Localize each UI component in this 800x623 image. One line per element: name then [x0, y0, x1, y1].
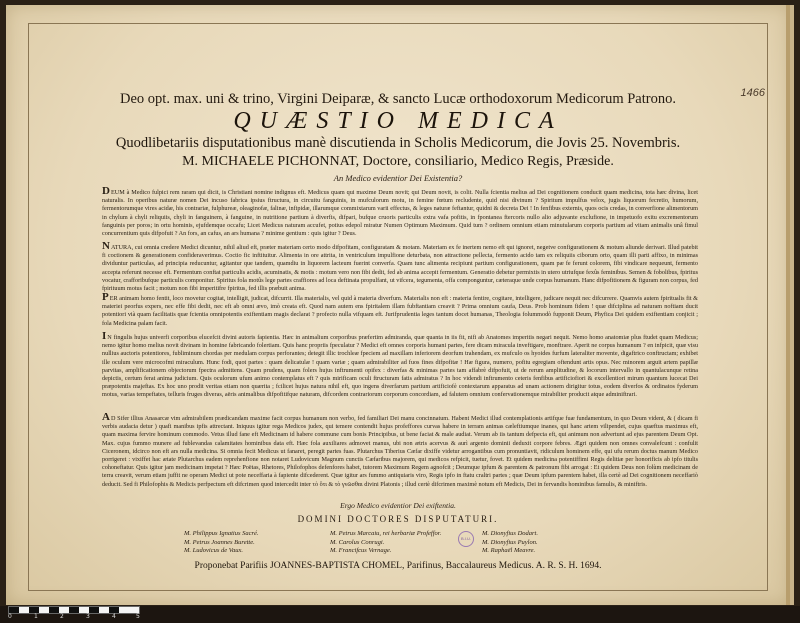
drop-cap: P [102, 291, 109, 303]
scale-label: 3 [86, 613, 90, 620]
subtitle: Quodlibetariis disputationibus manè discutienda in Scholis Medicorum, die Jovis 25. Novembris. [115, 135, 681, 151]
shelfmark: 1466 [740, 87, 765, 99]
doctor-name: M. Carolus Conrugi. [330, 538, 385, 546]
scale-segment [89, 607, 99, 613]
doctor-name: M. Raphaël Meavre. [482, 547, 536, 554]
paragraph-text: D Sifer illius Anasarcæ vim admirabilem prædicandam maxime facit corpus humanum non verbo, fed familiari Dei manu concinnatum. Habent Medici illud contemplationis artifque fuæ fundamentum, in quo Deum vident, & ( dicam fi verbis audacia detur ) quafi manibus ipfis attrectant. Iniquus igitur rega Medicos judex, qui temere contendit hujus profeffores curvas habere in terram animas cæleftiumque inanes, qui hanc artem vilipendet, cujus quæftus maximus eft, quam maxima fervire hominum commodo. Vetus illud fane eft Medicinam id habere commune cum bonis Principibus, ut bene faciat & male audiat. Verum ab iis tantum defpecta eft, qui animum non advertunt ad ejus parentem Deum Opt. Max. cujus fummo munere ad fublevandas calamitates hominibus data eft. Hæc fola auxiliares admovet manus, ubi non ætris acervus & aurì argento dominii deduxit corpore febres. Ægri quidem non omnes convalefcunt : confulit Ciceronem, idcirco non eft ars nulla medicina. Si omnia fecit Medicus ut fanaret, peregit partes fuas. Plutarchus Tiberius Cæfar dixiffe videtur arrogantibus cum pronuntiavit, ridiculum hominem effe, qui ufu rerum doctus manum Medico porrigeret : vixiffet hac ætate Plutarchus eadem reprehenfione non notaret Ludovicum Magnum cunctis Cæfaribus majorem, qui medicos refpicit, tuetur, fovet. Et quidem medicina potentiffimi Regis delitiæ per honorificis ab ipfo titulis cohoneftatur. Quis igitur jam medicinam impetat ? Hæc Poëtas, Rhetores, Philofophos defenfores habet, tutorem Maximum Regem agnofcit ; Deumque ipfum & parentem & patronum fibi arrogat : Et quidem Deus non folùm medicinam de terra creavit, verum etiam juffit ne operam Medici ut pote neceffaria à fapiente difcederent. Quæ igitur ars fummo antiquiaris viro, Regis ipfo in ftatu craltri partes ; quæ Deum ipfum parentem habet, illa certè ad Dei cognitionem neceffariò deducit. Sed fi Philofophis & Medicis perfpectum eft difcrimen quod intercedit inter τὸ ὅτι & τὸ γνῶσθαι divini Platonis ; illud certè difcrimen maximè notum eft Medicis, Dei in fervandis hominibus famulis, & miniftris. [102, 415, 698, 488]
document-page [6, 5, 794, 605]
doctor-name: M. Dionyfius Dodart. [482, 530, 538, 537]
scale-bar [0, 606, 800, 623]
drop-cap: A [102, 411, 110, 423]
paragraph-text: N fingulis hujus univerfi corporibus elucefcit divini autoris fapientia. Hæc in animalium corporibus præfertim admiranda, quæ quanta in iis fit, nifi ab Anatomes imperitis negari nequit. Nemo homo anatomiæ plus ftudet quam Medicus; nemo igitur homo melius novit divinam in homine fabricando folertiam. Quis hanc propriis fpeculatur ? Medici eft omnes corporis humani partes, fere dicam miracula inveftigare, monftrare. Aperit ne corpus humanum ? en infpicit, quæ visu nullius auctoris potentiores, fubliminum chordas per medulam corpus perforantes; detegit illic trochleæ fpeciem ad maxillam inferiorem deorfum trahendam, ex mufculo os hyoides furfum lateraliter movente, digaftrico conftructam; exhibet ille oculum vere microcofmi miraculum. Hunc fodi, quot partes : quam delicatulæ ! quam variæ ; quam admirabiliter ad fuos fines difpofitæ ! Hæ figura, numero, pofitu egregiam oftendunt artis opus. Nec minorem arguit artem papillæ parvitas, amplificationem objectorum fpectra admittens. Quam prudens, quam folers hujus inftrumenti opifex : diverfas & minimas partes tam affabrè difpofuit, ut de rerum amplitudine, & locorum intervallo in quantulacunque retina depictis, certum ferat anima judicium. Quis oculorum ufum animo contemplatus eft ? quis mirificam oculi ftructuram fatis admiratus ? In hoc videndi inftrumento ceteris fenfibus artificiofiori & excellentiori mirum quantum lucecat Dei præpotentis majeftas. Ex hoc uno prodit veritas etiam non quærita ; fcilicet hujus natura nihil eft, quo ingens diverfarum partium artificiofè contextarum apparatus ad unam actionem dirigitur totus, eodem diverfos & ordinatos fyderum motus, varias tempeftates, telluris fruges diveras, aëris animalibus difpofitifque naturam, difcordem contrariorum corporum concordiam, ad falutem omnium confervationemque mirabiliter producit atque adminiftrari. [102, 334, 698, 399]
doctor-name: M. Petrus Marcaiu, rei herbariæ Profeffor. [330, 530, 442, 537]
paragraph-1 [102, 187, 698, 237]
thesis-question: An Medico evidentior Dei Existentia? [333, 173, 463, 183]
doctor-name: M. Ludovicus de Vaux. [184, 547, 244, 554]
doctores-column-3 [482, 530, 538, 556]
doctores-column-1 [184, 530, 259, 556]
drop-cap: D [102, 185, 110, 197]
presider-line: M. MICHAELE PICHONNAT, Doctore, consiliario, Medico Regis, Præside. [182, 154, 614, 169]
paragraph-text: ER animam homo fentit, loco movetur cogitat, intelligit, judicat, difcurrit. Illa materialis, vel quid à materia diverfum. Materialis non eft : materia fentire, cogitare, intelligere, judicare nequit nec difcurrere. Quamvis autem fpiritualis fit & materiei peorfus expers, nec effe fibi dedit, nec eft ab omni ævo, imò creata eft. Quod nam autem ens fpiritalem illam fubftantiam creavit ? Prima omnium caufa, Deus. Prob hominum fidem ! quæ difciplina ad naturam noftiam ducit potentiori vià quam facilitatis quæ fcientia omnipotentis exiftentiam magis declarat ? profecto nulla vifquam eft. Jurifprudentia leges tantum docet humanas, Theologia folummodò fupponit Deum, Phyfica Dei quidem exiftentiam conjicit ; fola Medicina palam facit. [102, 295, 698, 327]
scale-label: 1 [34, 613, 38, 620]
scale-segment [49, 607, 59, 613]
library-stamp: B.I.U. [458, 531, 474, 547]
scale-segment [69, 607, 79, 613]
dedication: Deo opt. max. uni & trino, Virgini Deiparæ, & sancto Lucæ orthodoxorum Medicorum Patrono. [120, 91, 676, 107]
doctor-name: M. Philippus Ignatius Sacré. [184, 530, 259, 537]
scale-label: 0 [8, 613, 12, 620]
paragraph-5 [102, 413, 698, 498]
conclusion: Ergo Medico evidentior Dei exiftentia. [340, 501, 456, 510]
paragraph-4 [102, 332, 698, 408]
doctores-column-2 [330, 530, 441, 556]
scale-label: 5 [136, 613, 140, 620]
scale-ruler [8, 606, 140, 614]
doctores-heading: DOMINI DOCTORES DISPUTATURI. [297, 514, 499, 524]
imprint-line: Proponebat Parifiis JOANNES-BAPTISTA CHOMEL, Parifinus, Baccalaureus Medicus. A. R. S. H. 1694. [194, 561, 602, 571]
scale-label: 4 [112, 613, 116, 620]
doctor-name: M. Francifcus Vernage. [330, 547, 392, 554]
doctor-name: M. Petrus Joannes Burette. [184, 538, 255, 546]
scale-label: 2 [60, 613, 64, 620]
paragraph-3 [102, 293, 698, 327]
paragraph-text: EUM à Medico fulpici rem raram qui dicit, is Christiani nomine indignus eft. Medicus quam qui maxime Deum novit; qui Deum novit, is colit. Nulla fcientia melius ad Dei cognitionem conducit quam medicina, tota hæc divina, licet naturalis. In operibus naturæ nomen Dei incuso fabrica ipsius ftructura, in circuitu fanguinis, in mufculorum motu, in femine fœtum recludente, quid nisi divinum ? Spiritum impulfus velox, jugis liquorum fecretio, humorum, fermentorumque vires acidæ, his contrariæ, fulphureæ, oleaginofæ, falinæ, infipidæ, illarumque commixtarum varii effectus, & leges naturæ feftantur, quidni & decreta Dei ! In fenfibus externis, quos ocis credas, in converfione alimentorum in chylum à chyli reliquiis, chyli in fanguinem, à fanguine, in nutritione partium à diverfis, difpari, bufque cruoris particulis extra vafa pofitis, in fpontanea ftercoris nullo alio adjuvante exclufione, in impetuofo exitu excrementorum fanguinis per poros; in ortu hominis, ejufdemque occafu; Licet Medicus naturam accufet, potius edepol miratur Numen Optimum Maximum. Quid tum ? ordinem omnium etiam minutularum corporis partium ad vitam animalis unâ fimul concurrentium quis difpofuit ? An fors, an cafus, an ars humana ? minime gentium : quis igitur ? Deus. [102, 189, 698, 238]
drop-cap: I [102, 330, 107, 342]
doctor-name: M. Dionyfius Puylon. [482, 538, 538, 546]
paragraph-text: ATURA, cui omnia credere Medici dicuntur, nihil aliud eft, præter materiam certo modo difpofitam, configuratam & motam. Materiam ex fe inertem nemo eft qui ignoret, negetve configurationem & motum aliunde derivari. Illud patebit fi coctionem & generationem confideraverimus. Coctio fic inftituitur. Alimenta in ore attrita, in ventriculum impulfione deturbata, non attractione pellecta, fermento acido tam ex reliquiis ciborum orto, quam illi parti affixo, in minimas dividuntur particulas, ad principia reducuntur, agitantur que tandem, quamdiu in liquorem lacteum fuerint converfa. Quam tunc alimenta recipiunt partium configurationem, quam pæ fe ferunt colorem, fibi vindicare nequeunt, fermento accepta referunt necesse eft. Fermentum conftat particulis acidis, acuminatis, & motis : motum vero non fibi dedit, fed ab anima accepit fermentum. Generatio debetur permixtis in utero utriufque fexûs feminibus. Semen & fobolibus, fpiritus vocatur, crafforibufque particulis componitur. Spiritus fola motûs lege partes craffiores ad loca deftinata propulfant, ut vifcera, tegumenta, offa componguntur, cæteraque unde corpus humanum. Hanc difpofitionem & figuram non corpus, fed fpirituum motus facit ; motum non fibi imperitifre fpiritus, fed illis præbuit anima. [102, 244, 698, 293]
paragraph-2 [102, 240, 698, 293]
drop-cap: N [102, 240, 110, 252]
page-title: QUÆSTIO MEDICA [233, 108, 563, 134]
